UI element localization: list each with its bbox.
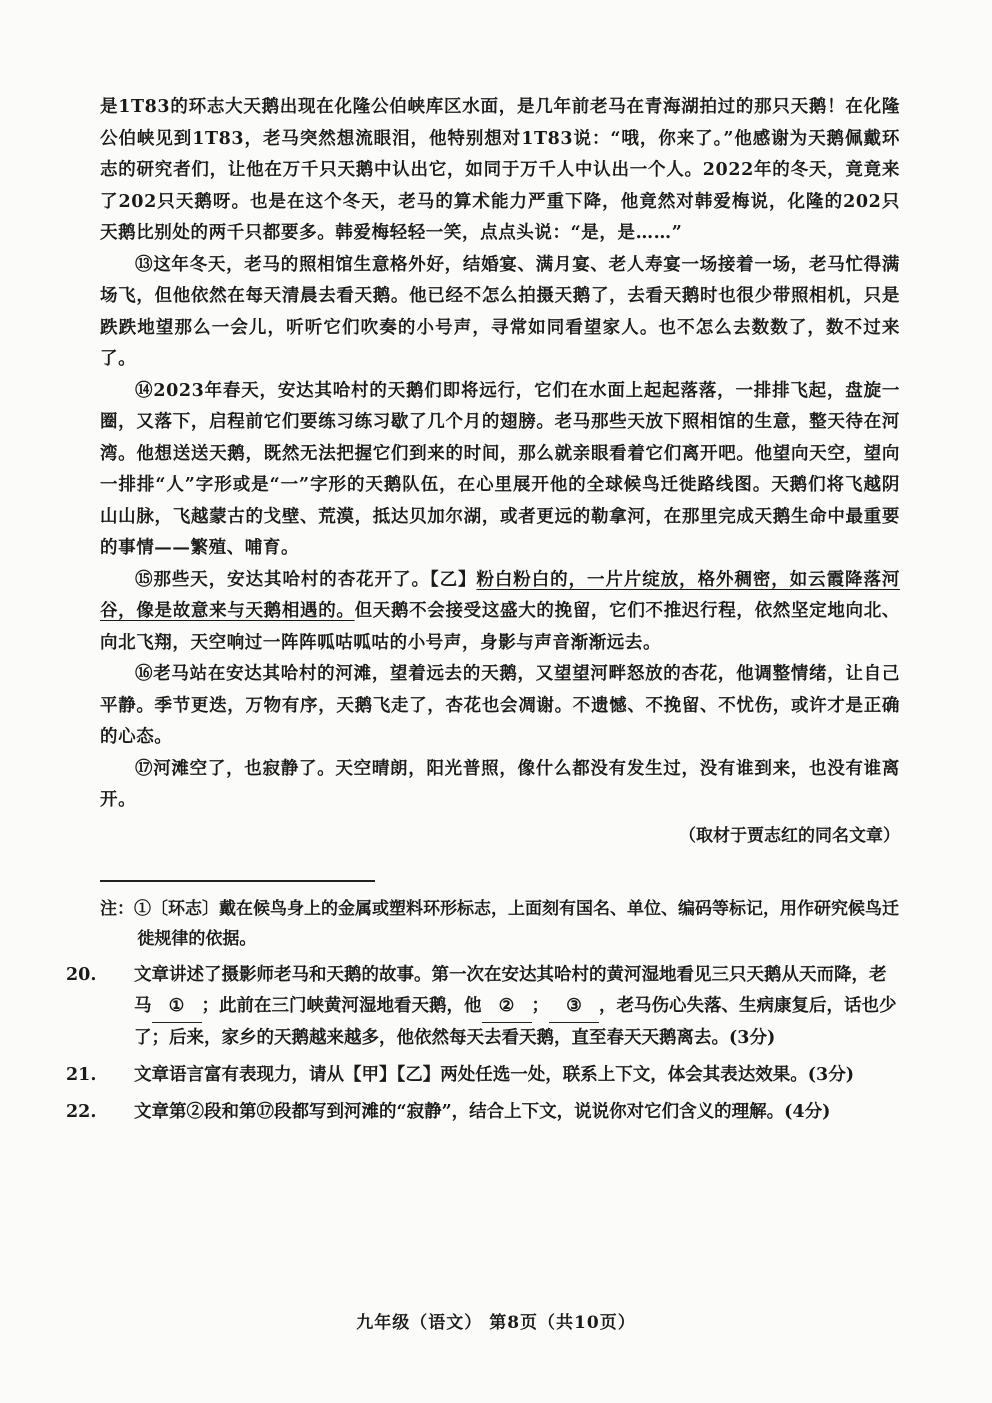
paragraph-number: ⑮ [135,569,154,590]
question-number: 20. [66,964,97,985]
question-text: ； [531,995,549,1016]
paragraph-text: 那些天，安达其哈村的杏花开了。 [153,569,430,590]
exam-page [66,92,900,1128]
marker-yi: 【乙】 [429,569,477,590]
question-number: 22. [66,1101,97,1122]
footnote-text: ①〔环志〕戴在候鸟身上的金属或塑料环形标志，上面刻有国名、单位、编码等标记，用作研究候鸟迁徙规律的依据。 [134,898,899,949]
footnote-divider [100,880,375,882]
question-text: 文章语言富有表现力，请从【甲】【乙】两处任选一处，联系上下文，体会其表达效果。(3分) [134,1064,854,1085]
paragraph-number: ⑯ [135,664,154,684]
answer-blank-2[interactable]: ② [482,991,532,1023]
paragraph-15 [100,565,900,660]
question-text: 文章第②段和第⑰段都写到河滩的“寂静”，结合上下文，说说你对它们含义的理解。(4分) [134,1101,831,1122]
question-number: 21. [66,1064,97,1085]
footnote-label: 注： [100,898,134,919]
paragraph-number: ⑰ [135,758,154,779]
paragraph-16 [100,659,900,754]
question-21 [66,1060,900,1091]
source-citation: （取材于贾志红的同名文章） [679,825,900,846]
question-text: 文章讲述了摄影师老马和天鹅的故事。第一次在安达其哈村的黄河湿地看见三只天鹅从天而降，老马 [134,964,887,1016]
paragraph-text: 这年冬天，老马的照相馆生意格外好，结婚宴、满月宴、老人寿宴一场接着一场，老马忙得满场飞，但他依然在每天清晨去看天鹅。他已经不怎么拍摄天鹅了，去看天鹅时也很少带照相机，只是跌跌地望那么一会儿，听听它们吹奏的小号声，寻常如同看望家人。也不怎么去数数了，数不过来了。 [100,254,900,369]
footnote [100,894,900,954]
paragraph-text: 但天鹅不会接受这盛大的挽留，它们不推迟行程，依然坚定地向北、向北飞翔，天空响过一阵阵呱咕呱咕的小号声，身影与声音渐渐远去。 [100,601,900,653]
question-20 [66,960,900,1054]
question-text: ，老马伤心失落、生病康复后，话也少了；后来，家乡的天鹅越来越多，他依然每天去看天鹅，直至春天天鹅离去。(3分) [134,995,897,1048]
paragraph-text: 河滩空了，也寂静了。天空晴朗，阳光普照，像什么都没有发生过，没有谁到来，也没有谁离开。 [100,758,900,810]
paragraph-number: ⑬ [135,254,154,275]
paragraph-continued: 是1T83的环志大天鹅出现在化隆公伯峡库区水面，是几年前老马在青海湖拍过的那只天鹅！在化隆公伯峡见到1T83，老马突然想流眼泪，他特别想对1T83说：“哦，你来了。”他感谢为天鹅佩戴环志的研究者们，让他在万千只天鹅中认出它，如同于万千人中认出一个人。2022年的冬天，竟竟来了202只天鹅呀。也是在这个冬天，老马的算术能力严重下降，他竟然对韩爱梅说，化隆的202只天鹅比别处的两千只都要多。韩爱梅轻轻一笑，点点头说：“是，是……” [100,97,900,243]
answer-blank-3[interactable]: ③ [549,991,599,1023]
paragraph-13 [100,250,900,376]
paragraph-text: 2023年春天，安达其哈村的天鹅们即将远行，它们在水面上起起落落，一排排飞起，盘旋一圈，又落下，启程前它们要练习练习歇了几个月的翅膀。老马那些天放下照相馆的生意，整天待在河湾。他想送送天鹅，既然无法把握它们到来的时间，那么就亲眼看着它们离开吧。他望向天空，望向一排排“人”字形或是“一”字形的天鹅队伍，在心里展开他的全球候鸟迁徙路线图。天鹅们将飞越阴山山脉，飞越蒙古的戈壁、荒漠，抵达贝加尔湖，或者更远的勒拿河，在那里完成天鹅生命中最重要的事情——繁殖、哺育。 [100,380,900,558]
underlined-passage-yi: 粉白粉白的，一片片绽放，格外稠密，如云霞降落河谷，像是故意来与天鹅相遇的。 [100,569,900,621]
question-text: ；此前在三门峡黄河湿地看天鹅，他 [201,995,482,1016]
question-22 [66,1097,900,1128]
paragraph-text: 老马站在安达其哈村的河滩，望着远去的天鹅，又望望河畔怒放的杏花，他调整情绪，让自己平静。季节更迭，万物有序，天鹅飞走了，杏花也会凋谢。不遗憾、不挽留、不忧伤，或许才是正确的心态。 [100,664,900,747]
page-footer: 九年级（语文） 第8页（共10页） [356,1313,636,1333]
paragraph-17 [100,754,900,817]
paragraph-14 [100,376,900,565]
answer-blank-1[interactable]: ① [152,991,202,1023]
paragraph-number: ⑭ [135,380,154,401]
